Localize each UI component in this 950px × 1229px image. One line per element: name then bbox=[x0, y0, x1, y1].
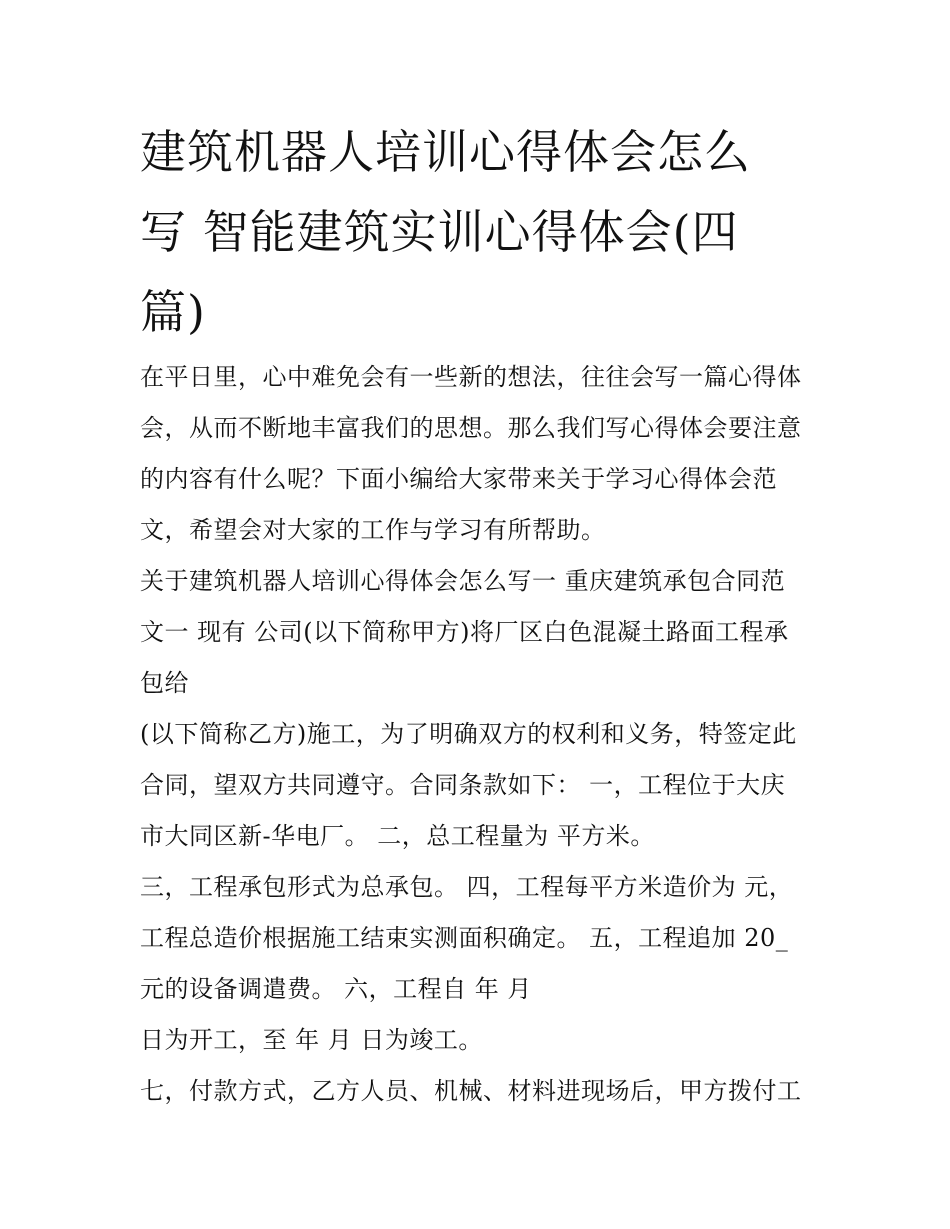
body-line: 七，付款方式，乙方人员、机械、材料进现场后，甲方拨付工 bbox=[140, 1077, 802, 1105]
body-line: 日为开工，至 年 月 日为竣工。 bbox=[140, 1026, 483, 1054]
body-line: 三，工程承包形式为总承包。 四，工程每平方米造价为 元， bbox=[140, 873, 794, 901]
body-line: 元的设备调遣费。 六，工程自 年 月 bbox=[140, 975, 532, 1003]
document-body bbox=[140, 352, 830, 1117]
body-line: 在平日里，心中难免会有一些新的想法，往往会写一篇心得体 bbox=[140, 363, 802, 391]
body-line: 工程总造价根据施工结束实测面积确定。 五，工程追加 20_ bbox=[140, 924, 789, 952]
body-line: (以下简称乙方)施工，为了明确双方的权利和义务，特签定此 bbox=[140, 720, 797, 748]
body-line: 文一 现有 公司(以下简称甲方)将厂区白色混凝土路面工程承 bbox=[140, 618, 789, 646]
body-line: 市大同区新-华电厂。 二，总工程量为 平方米。 bbox=[140, 822, 655, 850]
body-line: 关于建筑机器人培训心得体会怎么写一 重庆建筑承包合同范 bbox=[140, 567, 786, 595]
body-line: 会，从而不断地丰富我们的思想。那么我们写心得体会要注意 bbox=[140, 414, 802, 442]
body-line: 文，希望会对大家的工作与学习有所帮助。 bbox=[140, 516, 606, 544]
body-line: 包给 bbox=[140, 669, 189, 697]
document-title: 建筑机器人培训心得体会怎么 写 智能建筑实训心得体会(四 篇) bbox=[140, 125, 751, 339]
body-line: 的内容有什么呢？下面小编给大家带来关于学习心得体会范 bbox=[140, 465, 777, 493]
body-line: 合同，望双方共同遵守。合同条款如下： 一，工程位于大庆 bbox=[140, 771, 786, 799]
